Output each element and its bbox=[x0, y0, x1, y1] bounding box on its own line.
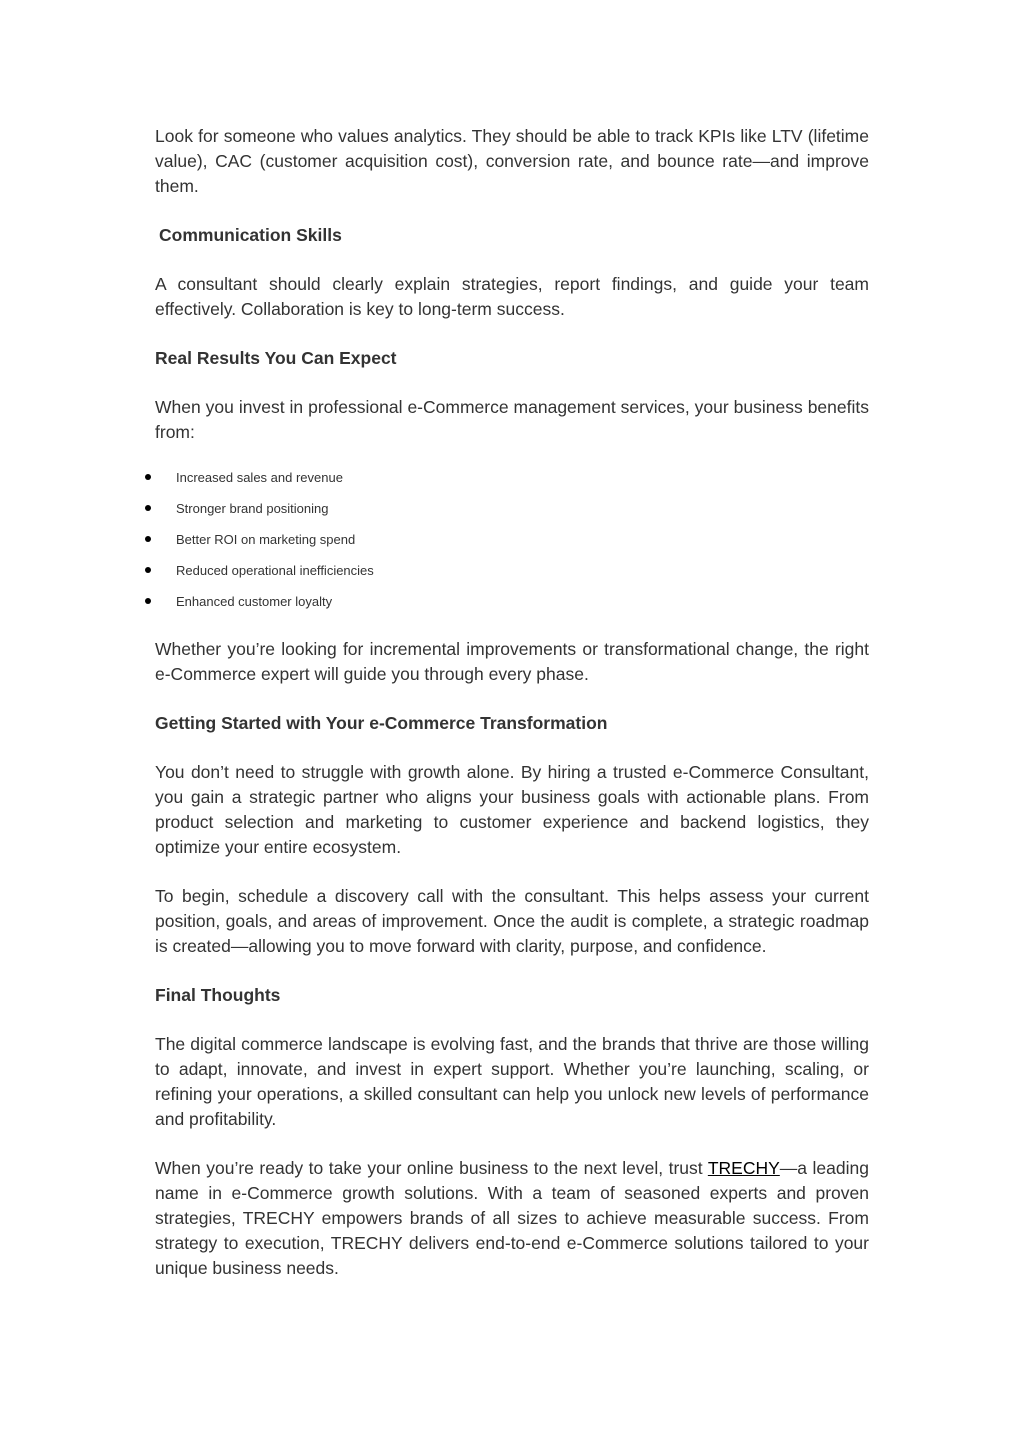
trechy-link[interactable]: TRECHY bbox=[707, 1158, 780, 1178]
getting-started-paragraph-2: To begin, schedule a discovery call with the consultant. This helps assess your current position, goals, and areas of improvement. Once the audit is complete, a strategic roadmap is created—allowing you to move forward with clarity, purpose, and confidence. bbox=[155, 886, 869, 956]
paragraph-text-after-link: —a leading name in e-Commerce growth solutions. With a team of seasoned experts and proven strategies, TRECHY empowers brands of all sizes to achieve measurable success. From strategy to execution, TRECHY delivers end-to-end e-Commerce solutions tailored to your unique business needs. bbox=[155, 1158, 869, 1278]
list-item-label: Increased sales and revenue bbox=[176, 470, 343, 485]
list-item-label: Enhanced customer loyalty bbox=[176, 594, 333, 609]
final-thoughts-paragraph-1: The digital commerce landscape is evolving fast, and the brands that thrive are those willing to adapt, innovate, and invest in expert support. Whether you’re launching, scaling, or refining your operations, a skilled consultant can help you unlock new levels of performance and profitability. bbox=[155, 1034, 869, 1129]
list-item bbox=[145, 586, 859, 617]
list-item-label: Better ROI on marketing spend bbox=[176, 532, 356, 547]
bullet-icon bbox=[145, 536, 151, 542]
document-page bbox=[155, 124, 869, 1281]
getting-started-heading: Getting Started with Your e-Commerce Transformation bbox=[155, 713, 608, 733]
communication-paragraph: A consultant should clearly explain strategies, report findings, and guide your team effectively. Collaboration is key to long-term success. bbox=[155, 274, 869, 319]
bullet-icon bbox=[145, 567, 151, 573]
results-intro-paragraph: When you invest in professional e-Commerce management services, your business benefits from: bbox=[155, 397, 869, 442]
list-item bbox=[145, 493, 859, 524]
final-thoughts-paragraph-2 bbox=[155, 1156, 869, 1281]
list-item bbox=[145, 524, 859, 555]
bullet-icon bbox=[145, 474, 151, 480]
benefits-list bbox=[145, 462, 859, 617]
results-heading: Real Results You Can Expect bbox=[155, 348, 397, 368]
getting-started-paragraph-1: You don’t need to struggle with growth alone. By hiring a trusted e-Commerce Consultant, you gain a strategic partner who aligns your business goals with actionable plans. From product selection and marketing to customer experience and backend logistics, they optimize your entire ecosystem. bbox=[155, 762, 869, 857]
list-item bbox=[145, 555, 859, 586]
list-item-label: Reduced operational inefficiencies bbox=[176, 563, 374, 578]
bullet-icon bbox=[145, 505, 151, 511]
communication-heading: Communication Skills bbox=[159, 225, 342, 245]
list-item-label: Stronger brand positioning bbox=[176, 501, 329, 516]
final-thoughts-heading: Final Thoughts bbox=[155, 985, 281, 1005]
bullet-icon bbox=[145, 598, 151, 604]
results-closing-paragraph: Whether you’re looking for incremental improvements or transformational change, the right e-Commerce expert will guide you through every phase. bbox=[155, 639, 869, 684]
intro-paragraph: Look for someone who values analytics. They should be able to track KPIs like LTV (lifetime value), CAC (customer acquisition cost), conversion rate, and bounce rate—and improve them. bbox=[155, 126, 869, 196]
list-item bbox=[145, 462, 859, 493]
paragraph-text-before-link: When you’re ready to take your online business to the next level, trust bbox=[155, 1158, 708, 1178]
